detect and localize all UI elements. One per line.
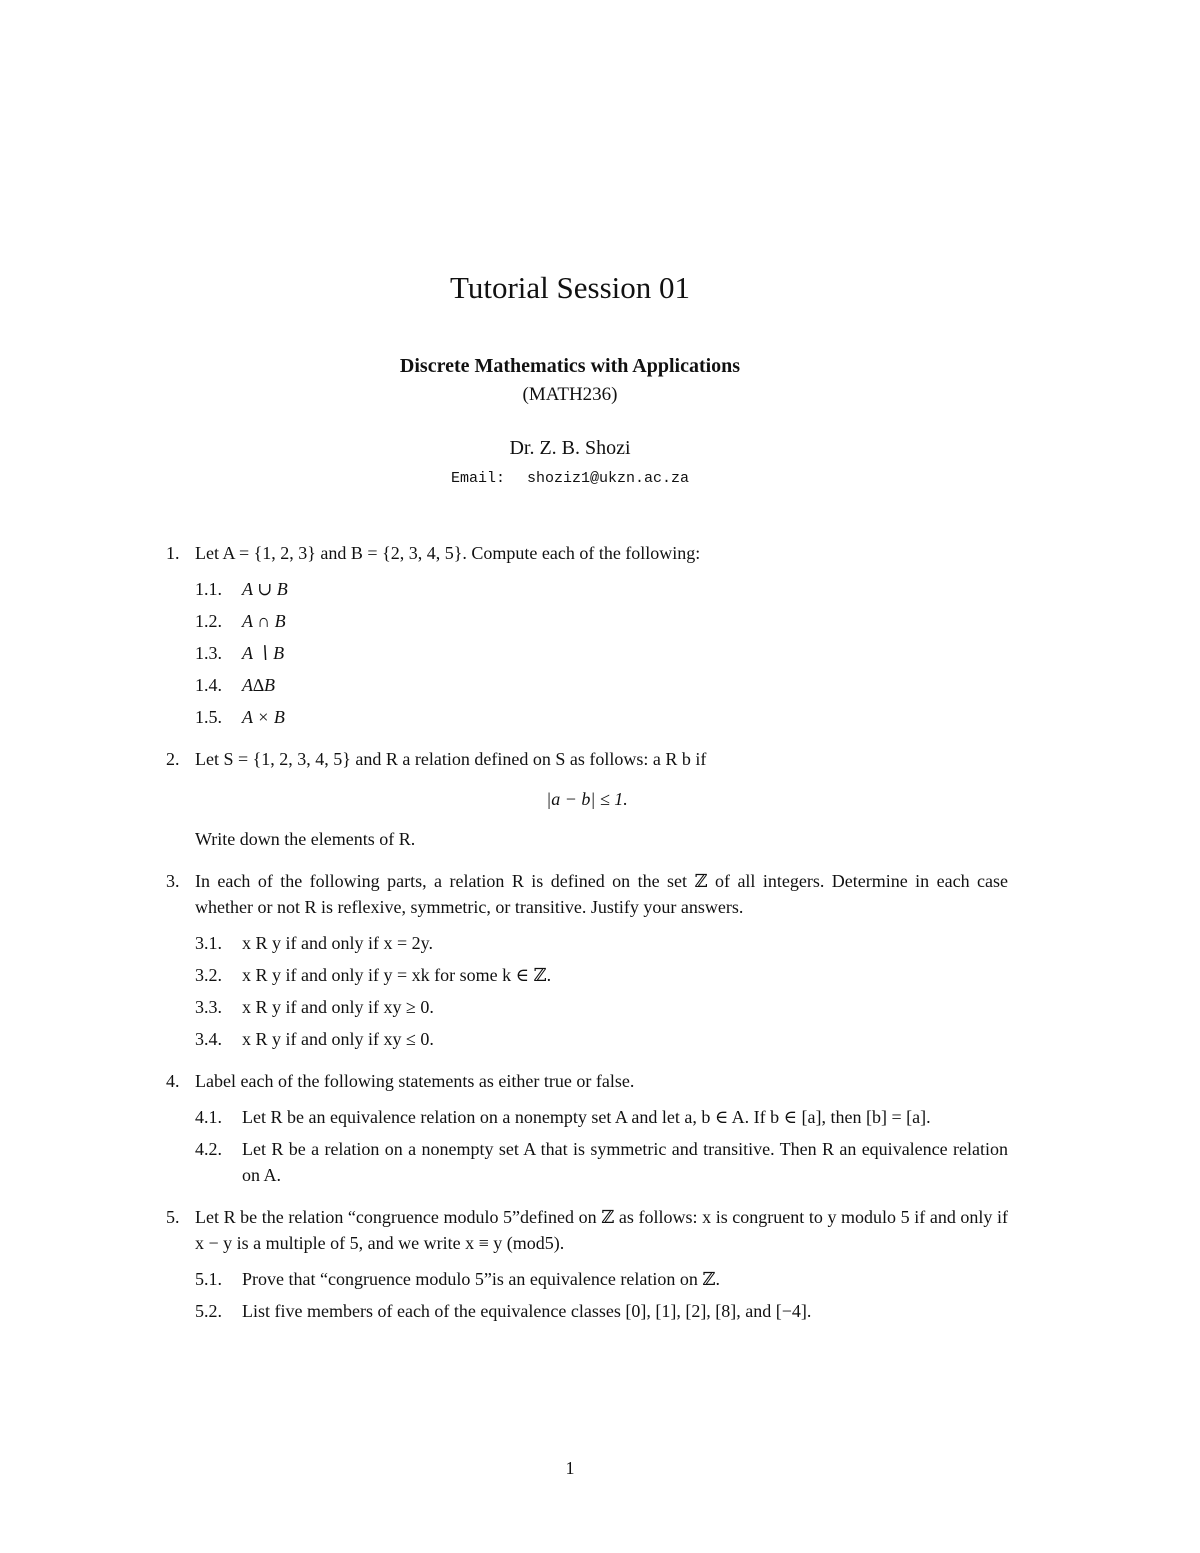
- subquestion-text: A × B: [242, 707, 285, 727]
- subquestion-item: [195, 576, 1008, 602]
- subquestion-item: [195, 994, 1008, 1020]
- course-name: Discrete Mathematics with Applications: [399, 355, 741, 377]
- page-number: 1: [565, 1458, 575, 1478]
- subquestion-item: [195, 1104, 1008, 1130]
- page-title: Tutorial Session 01: [449, 270, 690, 305]
- subquestion-text: A ∩ B: [242, 611, 286, 631]
- subquestion-number: 4.2.: [195, 1139, 222, 1159]
- question-2: [166, 746, 1008, 852]
- subquestion-text: Let R be an equivalence relation on a nonempty set A and let a, b ∈ A. If b ∈ [a], then [b] = [a].: [242, 1107, 931, 1127]
- subquestion-list: [195, 930, 1008, 1052]
- question-text: In each of the following parts, a relation R is defined on the set ℤ of all integers. Determine in each case whether or not R is reflexive, symmetric, or transitive. Justify your answers.: [195, 871, 1008, 917]
- subquestion-item: [195, 1026, 1008, 1052]
- email-line: [0, 467, 1140, 491]
- author-name: Dr. Z. B. Shozi: [509, 437, 631, 459]
- subquestion-item: [195, 672, 1008, 698]
- subquestion-text: x R y if and only if x = 2y.: [242, 933, 433, 953]
- subquestion-number: 1.5.: [195, 707, 222, 727]
- subquestion-number: 5.2.: [195, 1301, 222, 1321]
- subquestion-text: A∆B: [242, 675, 276, 695]
- subquestion-number: 5.1.: [195, 1269, 222, 1289]
- subquestion-number: 3.3.: [195, 997, 222, 1017]
- subquestion-item: [195, 704, 1008, 730]
- subquestion-text: x R y if and only if xy ≥ 0.: [242, 997, 434, 1017]
- display-equation: |a − b| ≤ 1.: [546, 789, 628, 809]
- question-4: [166, 1068, 1008, 1188]
- subquestion-item: [195, 640, 1008, 666]
- question-number: 3.: [166, 871, 180, 891]
- course-code: (MATH236): [522, 384, 618, 405]
- subquestion-list: [195, 1104, 1008, 1188]
- subquestion-number: 1.1.: [195, 579, 222, 599]
- subquestion-number: 1.2.: [195, 611, 222, 631]
- email-address: shoziz1@ukzn.ac.za: [526, 470, 690, 487]
- question-text: Let S = {1, 2, 3, 4, 5} and R a relation defined on S as follows: a R b if: [195, 749, 707, 769]
- subquestion-text: Prove that “congruence modulo 5”is an equivalence relation on ℤ.: [242, 1269, 720, 1289]
- subquestion-text: x R y if and only if xy ≤ 0.: [242, 1029, 434, 1049]
- question-text: Label each of the following statements as either true or false.: [195, 1071, 635, 1091]
- subquestion-text: A ∖ B: [242, 643, 285, 663]
- subquestion-item: [195, 1136, 1008, 1188]
- subquestion-item: [195, 930, 1008, 956]
- subquestion-number: 4.1.: [195, 1107, 222, 1127]
- question-text: Let A = {1, 2, 3} and B = {2, 3, 4, 5}. Compute each of the following:: [195, 543, 701, 563]
- question-followup: Write down the elements of R.: [195, 829, 416, 849]
- subquestion-number: 1.3.: [195, 643, 222, 663]
- subquestion-number: 3.4.: [195, 1029, 222, 1049]
- subquestion-number: 3.1.: [195, 933, 222, 953]
- question-list: [166, 540, 1008, 1340]
- subquestion-text: A ∪ B: [242, 579, 288, 599]
- question-3: [166, 868, 1008, 1052]
- question-5: [166, 1204, 1008, 1324]
- subquestion-list: [195, 576, 1008, 730]
- subquestion-list: [195, 1266, 1008, 1324]
- question-number: 1.: [166, 543, 180, 563]
- question-1: [166, 540, 1008, 730]
- question-number: 5.: [166, 1207, 180, 1227]
- subquestion-text: x R y if and only if y = xk for some k ∈ ℤ.: [242, 965, 552, 985]
- subquestion-number: 3.2.: [195, 965, 222, 985]
- question-number: 4.: [166, 1071, 180, 1091]
- subquestion-item: [195, 608, 1008, 634]
- subquestion-text: Let R be a relation on a nonempty set A that is symmetric and transitive. Then R an equivalence relation on A.: [242, 1139, 1008, 1185]
- subquestion-text: List five members of each of the equivalence classes [0], [1], [2], [8], and [−4].: [242, 1301, 812, 1321]
- subquestion-item: [195, 962, 1008, 988]
- question-text: Let R be the relation “congruence modulo 5”defined on ℤ as follows: x is congruent to y modulo 5 if and only if x − y is a multiple of 5, and we write x ≡ y (mod5).: [195, 1207, 1008, 1253]
- subquestion-item: [195, 1266, 1008, 1292]
- subquestion-number: 1.4.: [195, 675, 222, 695]
- email-label: Email:: [450, 470, 505, 487]
- subquestion-item: [195, 1298, 1008, 1324]
- question-number: 2.: [166, 749, 180, 769]
